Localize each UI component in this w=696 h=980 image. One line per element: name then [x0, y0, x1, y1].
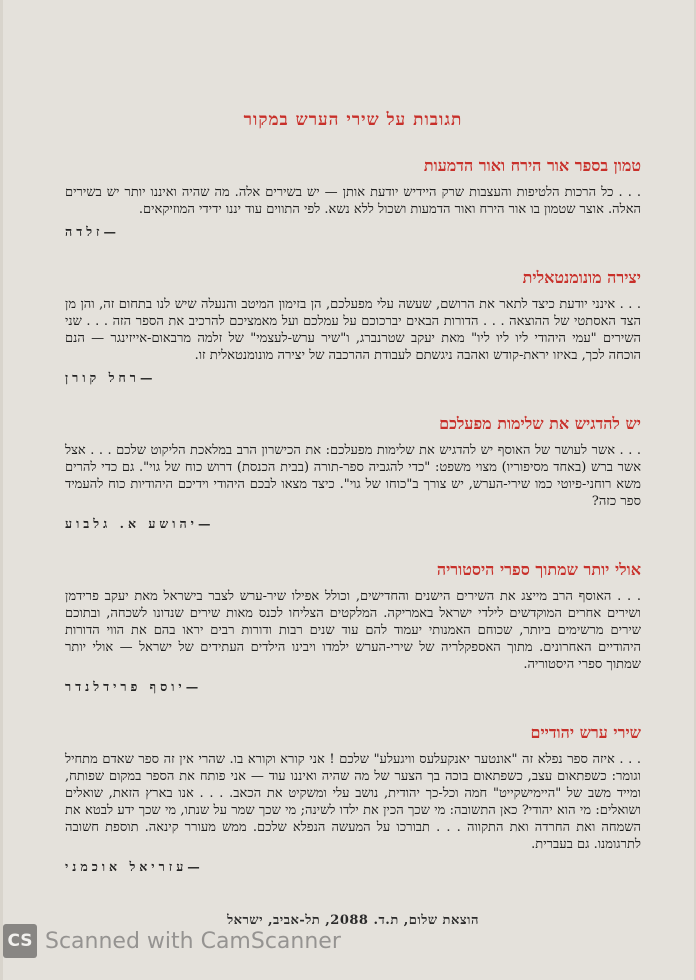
- review-azriel-ukhmani: [65, 723, 641, 875]
- camscanner-logo-icon: CS: [3, 924, 37, 958]
- review-author: —זלדה: [65, 224, 121, 239]
- review-zelda: [65, 156, 641, 240]
- page-title: תגובות על שירי הערש במקור: [243, 110, 463, 130]
- document-content: [65, 96, 641, 903]
- review-text: . . . האוסף הרב מייצג את השירים הישנים והחדישים, וכולל אפילו שיר-ערש לצבר בישראל מאת יעקב פרידמן ושירים אחרים המוקדשים לילדי ישראל באמריקה. המלקטים הצליחו לכנס מאות שירים שנדונו לשכחה, ובתוכם שירים מרשימים ביותר, שכוחם האמנותי יעמוד להם עוד שנים רבות ודורות רבים יראו בהם את הווי הדורות היהודיים האחרונים. מתוך האספקלריה של שירי-הערש ילמדו ויבינו הילדים העתידים של ישראל — אולי יותר שמתוך ספרי היסטוריה.: [65, 589, 641, 672]
- review-text: . . . אשר לעושר של האוסף יש להדגיש את שלימות מפעלכם: את הכישרון הרב במלאכת הליקוט שלכם . . . אצל אשר ברש (באחד מסיפוריו) מצוי משפט: "כדי להגביה ספר-תורה (בבית הכנסת) דרוש כוח של גוי". גם כדי להרים משא רוחני-פיוטי כמו שירי-הערש, יש צורך ב"כוחו של גוי". כיצד מצאו לבכם היהודי וידיכם היהודיות כוח להעמיד ספר כזה?: [65, 443, 641, 509]
- watermark-text: Scanned with CamScanner: [45, 928, 341, 954]
- publisher-line: הוצאת שלום, ת.ד. 2088, תל-אביב, ישראל: [227, 913, 479, 928]
- review-title: שירי ערש יהודיים: [530, 723, 641, 742]
- review-author: —רחל קורן: [65, 370, 157, 385]
- review-yehoshua-gilboa: [65, 414, 641, 532]
- review-author: —יהושע א. גלבוע: [65, 516, 215, 531]
- review-title: טמון בספר אור הירח ואור הדמעות: [423, 156, 641, 175]
- review-text: . . . כל הרכות הלטיפות והעצבות שרק היידיש יודעת אותן — יש בשירים אלה. מה שהיה ואיננו יותר יש בשירים האלה. אוצר שטמון בו אור הירח ואור הדמעות ושכול ללא נשא. לפי התווים עוד יננו ידידי המוזיקאים.: [65, 185, 641, 217]
- review-yosef-friedlander: [65, 560, 641, 695]
- review-text: . . . אינני יודעת כיצד לתאר את הרושם, שעשה עלי מפעלכם, הן בזימון המיטב והנעלה שיש לנו בתחום זה, והן מן הצד האסתטי של ההוצאה . . . הדורות הבאים יברכוכם על עמלכם ועל מאמציכם להרכיב את הספר הזה . . . שני השירים "עמי היהודי ליו ליו ליו" מאת יעקב שטרנברג, ו"שיר ערש-לעצמי" של זלמה מרבאום-אייזינגר — הנם הוכחה לכך, באיזו יראת-קודש ואהבה ניגשתם לעבודת ההרכבה של יצירה מונומנטאלית זו.: [65, 297, 641, 363]
- review-title: אולי יותר שמתוך ספרי היסטוריה: [436, 560, 641, 579]
- review-author: —יוסף פרידלנדר: [65, 679, 203, 694]
- review-text: . . . איזה ספר נפלא זה "אונטער יאנקעלעס וויגעלע" שלכם ! אני קורא וקורא בו. שהרי אין זה ספר שאדם מתחיל וגומר: כשפתאום עצב, כשפתאום בוכה בך הצער של מה שהיה ואיננו עוד — אני פותח את הספר במקום שפותח, ומייד משב של "היימישקייט" חמה וכל-כך יהודית, נושב עלי ומשקיט את הכאב. . . . אנו בארץ הזאת, שואלים ושואלים: מי הוא יהודי? כאן התשובה: מי שכך הכין את ילדו לשינה; מי שכך שמר על שנתו, מי שכך ידע לבטא את השמחה ואת החרדה ואת התקווה . . . תבורכו על המעשה הנפלא שלכם. ממש מעורר קינאה. תוספת חשובה לתרגומנו. גם בעברית.: [65, 752, 641, 852]
- review-rachel-koren: [65, 268, 641, 386]
- review-author: —עזריאל אוכמני: [65, 859, 204, 874]
- review-title: יש להדגיש את שלימות מפעלכם: [439, 414, 641, 433]
- camscanner-watermark: [3, 924, 341, 958]
- review-title: יצירה מונומנטאלית: [522, 268, 641, 287]
